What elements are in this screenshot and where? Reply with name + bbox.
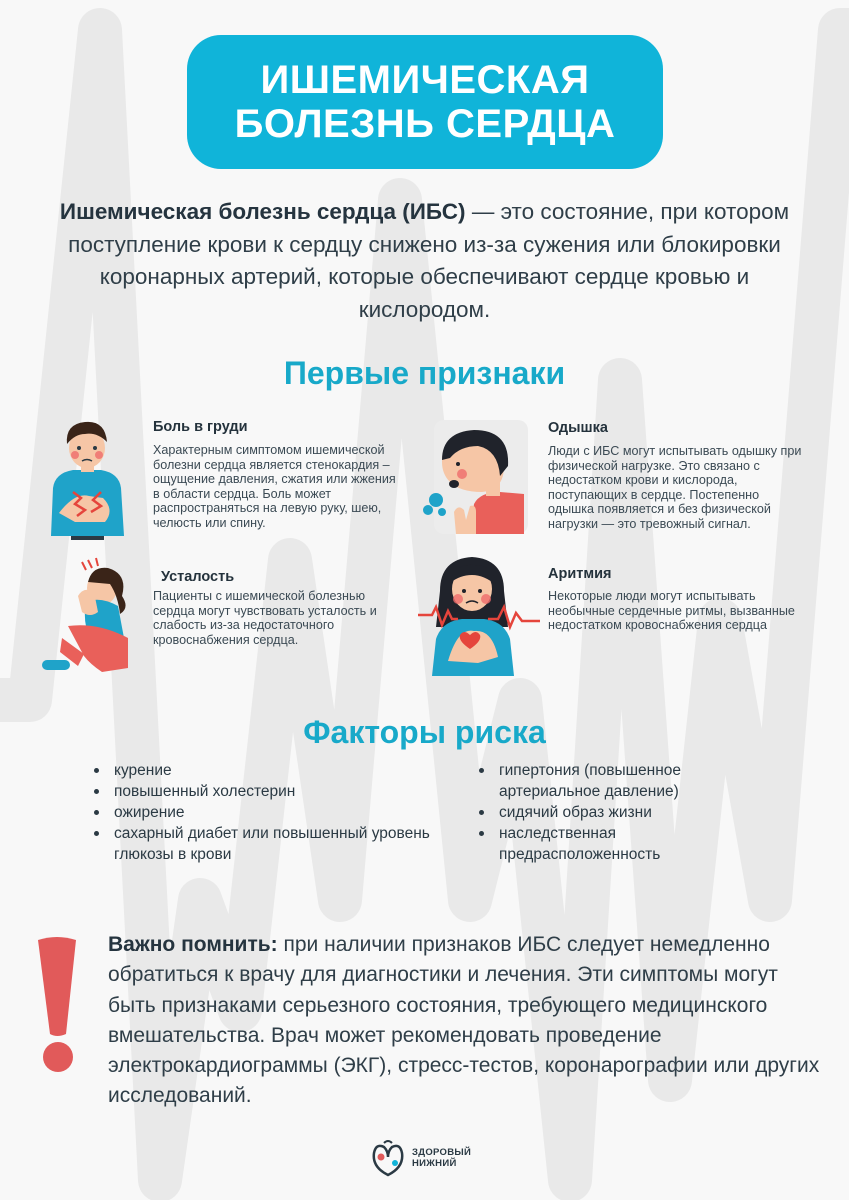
- list-item: сахарный диабет или повышенный уровень глюкозы в крови: [90, 823, 430, 865]
- list-item: ожирение: [90, 802, 430, 823]
- risk-list-left: [90, 760, 430, 865]
- page-title-line2: БОЛЕЗНЬ СЕРДЦА: [234, 102, 616, 146]
- list-item: повышенный холестерин: [90, 781, 430, 802]
- symptom-dyspnea: [548, 420, 808, 531]
- symptom-chest-pain: [153, 419, 403, 530]
- tired-person-icon: [38, 556, 133, 676]
- symptom-fatigue: [153, 569, 391, 647]
- logo-line1: ЗДОРОВЫЙ: [412, 1147, 472, 1158]
- symptom-text: Характерным симптомом ишемической болезни сердца является стенокардия – ощущение давления, сжатия или жжения в области сердца. Боль может распространяться на левую руку, шею, челюсть или спину.: [153, 443, 396, 530]
- symptom-title: Одышка: [548, 420, 608, 436]
- title-banner: [187, 35, 663, 169]
- symptom-text: Пациенты с ишемической болезнью сердца могут чувствовать усталость и слабость из-за недостаточного кровоснабжения сердца.: [153, 589, 377, 647]
- page-title-line1: ИШЕМИЧЕСКАЯ: [260, 58, 590, 102]
- intro-paragraph: [40, 196, 809, 326]
- shortness-of-breath-person-icon: [420, 420, 528, 534]
- list-item: наследственная предрасположенность: [475, 823, 740, 865]
- symptom-text: Люди с ИБС могут испытывать одышку при физической нагрузке. Это связано с недостатком крови и кислорода, поступающих в сердце. Постепенно одышка появляется и без физической нагрузки — это тревожный сигнал.: [548, 444, 802, 531]
- zdorovy-nizhny-logo-icon: [370, 1139, 406, 1177]
- signs-heading: Первые признаки: [283, 355, 566, 391]
- list-item: сидячий образ жизни: [475, 802, 740, 823]
- list-item: курение: [90, 760, 430, 781]
- risk-heading: Факторы риска: [303, 714, 546, 750]
- risk-list-right: [475, 760, 740, 865]
- arrhythmia-person-icon: [418, 553, 540, 676]
- symptom-arrhythmia: [548, 566, 813, 633]
- chest-pain-person-icon: [45, 418, 130, 540]
- symptom-title: Усталость: [161, 569, 235, 585]
- list-item: гипертония (повышенное артериальное давление): [475, 760, 740, 802]
- symptom-title: Боль в груди: [153, 419, 248, 435]
- warning-text: при наличии признаков ИБС следует немедленно обратиться к врачу для диагностики и лечения. Эти симптомы могут быть признаками серьезного состояния, требующего медицинского вмешательства. Врач может рекомендовать проведение электрокардиограммы (ЭКГ), стресс-тестов, коронарографии или других исследований.: [108, 933, 820, 1108]
- exclamation-icon: [34, 934, 80, 1074]
- logo: [412, 1147, 471, 1169]
- logo-line2: НИЖНИЙ: [412, 1158, 457, 1169]
- warning-paragraph: [108, 930, 820, 1112]
- intro-bold: Ишемическая болезнь сердца (ИБС): [59, 199, 466, 224]
- intro-text: — это состояние, при котором поступление крови к сердцу снижено из-за сужения или блокировки коронарных артерий, которые обеспечивают сердце кровью и кислородом.: [68, 199, 790, 322]
- warning-lead: Важно помнить:: [108, 933, 278, 956]
- symptom-title: Аритмия: [548, 566, 612, 582]
- symptom-text: Некоторые люди могут испытывать необычные сердечные ритмы, вызванные недостатком кровоснабжения сердца: [548, 589, 795, 632]
